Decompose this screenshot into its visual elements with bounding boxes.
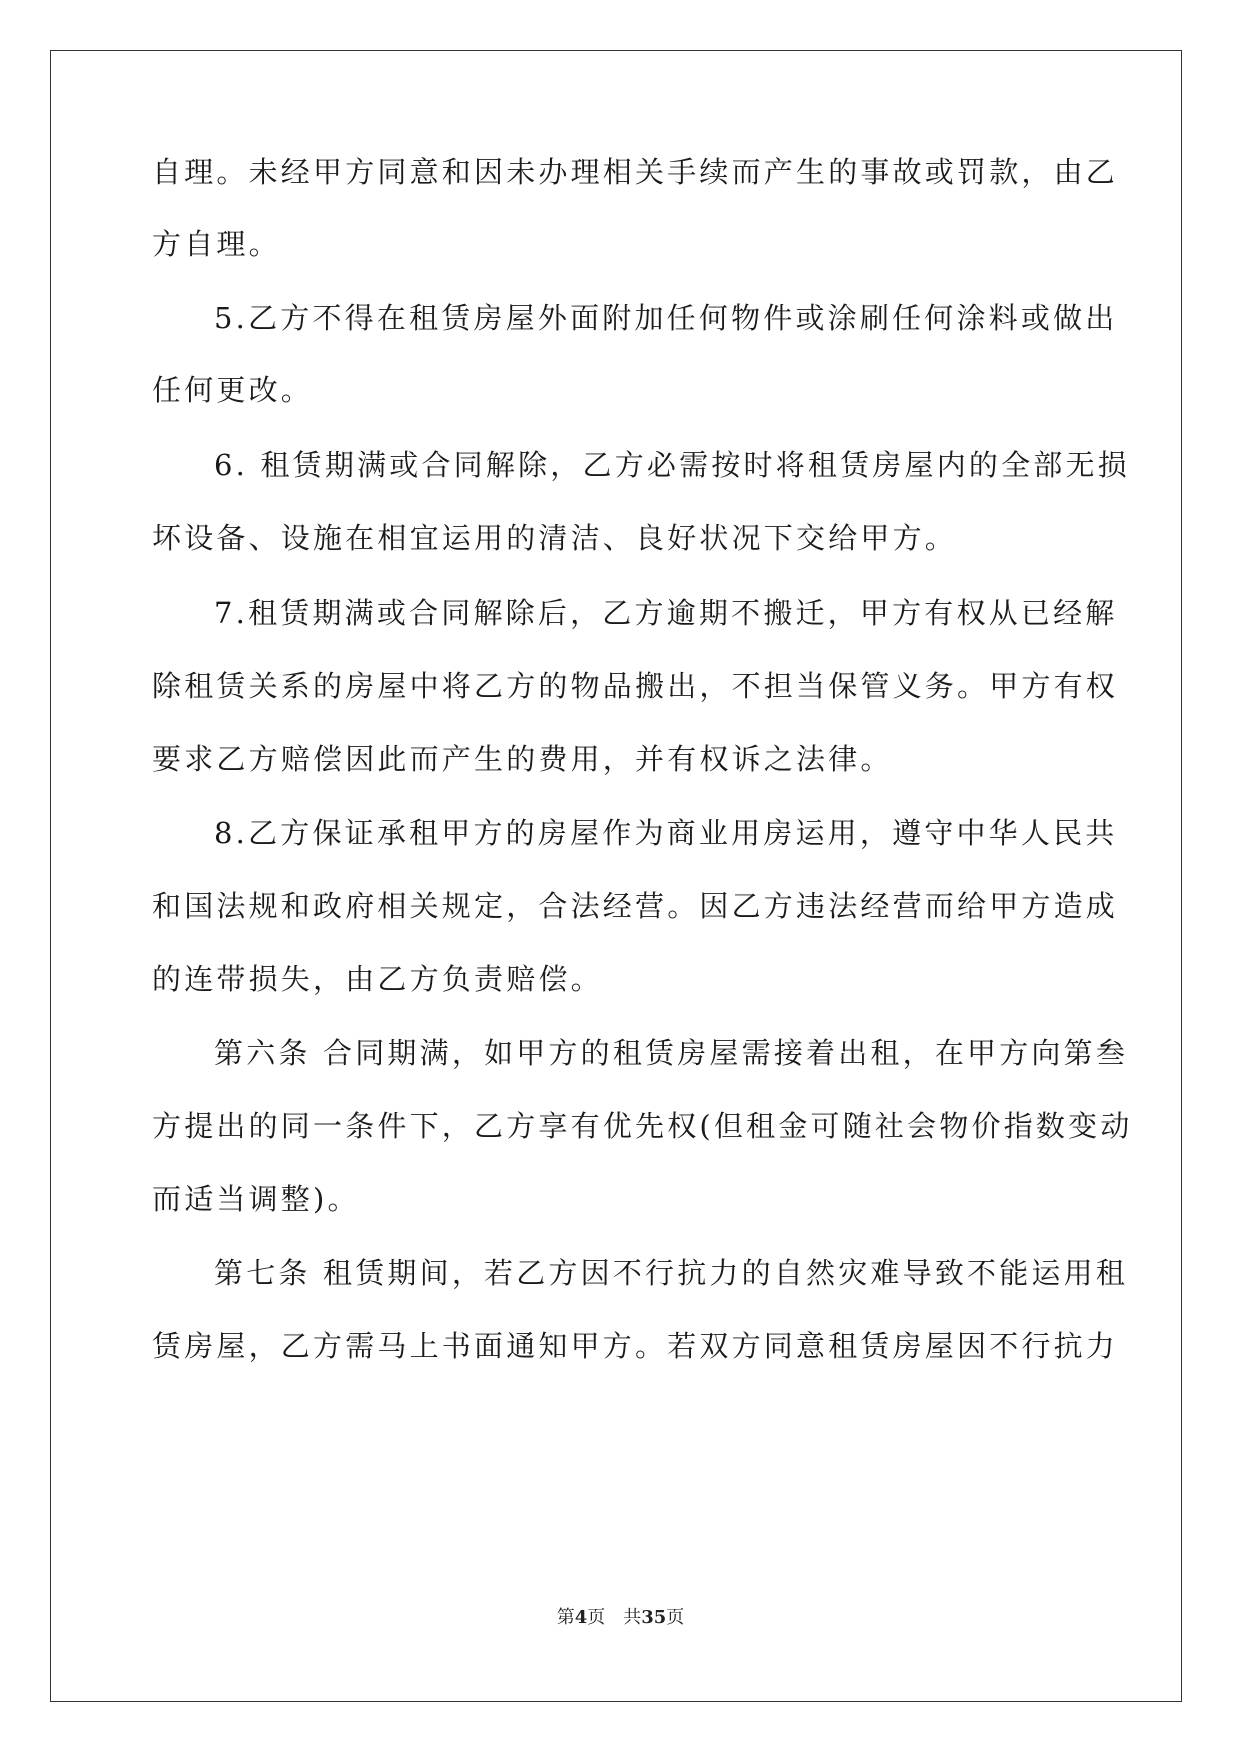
- page-footer: [0, 1603, 1241, 1629]
- body-line: 坏设备、设施在相宜运用的清洁、良好状况下交给甲方。: [152, 521, 958, 555]
- body-line: 方提出的同一条件下，乙方享有优先权(但租金可随社会物价指数变动: [152, 1109, 1133, 1143]
- body-line: 6. 租赁期满或合同解除，乙方必需按时将租赁房屋内的全部无损: [214, 448, 1130, 482]
- footer-suffix: 页: [666, 1607, 685, 1628]
- body-line: 赁房屋，乙方需马上书面通知甲方。若双方同意租赁房屋因不行抗力: [152, 1329, 1119, 1363]
- body-line: 而适当调整)。: [152, 1182, 360, 1216]
- body-line: 要求乙方赔偿因此而产生的费用，并有权诉之法律。: [152, 742, 893, 776]
- body-line: 的连带损失，由乙方负责赔偿。: [152, 962, 603, 996]
- footer-total-pages: 35: [641, 1607, 667, 1628]
- body-line: 8.乙方保证承租甲方的房屋作为商业用房运用，遵守中华人民共: [214, 816, 1118, 850]
- body-line: 除租赁关系的房屋中将乙方的物品搬出，不担当保管义务。甲方有权: [152, 669, 1119, 703]
- footer-page-number: 4: [574, 1607, 588, 1628]
- body-line: 7.租赁期满或合同解除后，乙方逾期不搬迁，甲方有权从已经解: [214, 596, 1118, 630]
- body-line: 第七条 租赁期间，若乙方因不行抗力的自然灾难导致不能运用租: [214, 1256, 1129, 1290]
- body-line: 任何更改。: [152, 373, 314, 407]
- footer-prefix: 第: [556, 1607, 575, 1628]
- body-line: 5.乙方不得在租赁房屋外面附加任何物件或涂刷任何涂料或做出: [214, 301, 1118, 335]
- body-line: 和国法规和政府相关规定，合法经营。因乙方违法经营而给甲方造成: [152, 889, 1119, 923]
- body-line: 第六条 合同期满，如甲方的租赁房屋需接着出租，在甲方向第叁: [214, 1036, 1129, 1070]
- footer-middle: 页 共: [587, 1607, 642, 1628]
- body-line: 方自理。: [152, 227, 281, 261]
- body-line: 自理。未经甲方同意和因未办理相关手续而产生的事故或罚款，由乙: [152, 155, 1119, 189]
